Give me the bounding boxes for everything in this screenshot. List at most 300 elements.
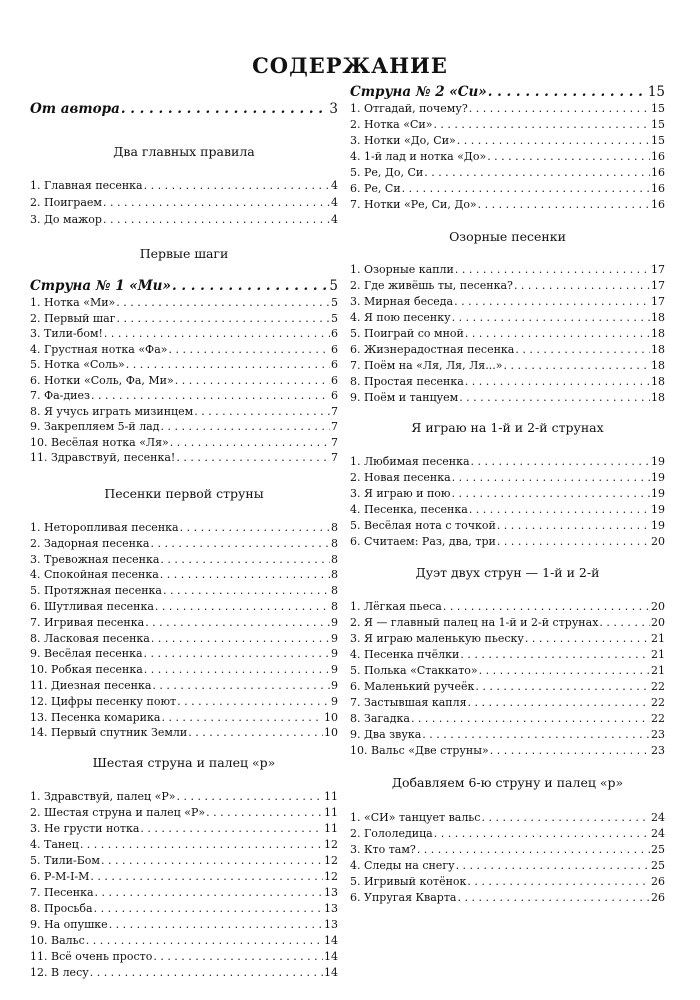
- toc-entry-title: 6. Упругая Кварта: [350, 891, 457, 904]
- toc-entry-title: 8. Загадка: [350, 712, 410, 725]
- toc-page-number: 12: [324, 838, 338, 851]
- toc-page-number: 14: [324, 950, 338, 963]
- toc-entry[interactable]: [350, 181, 665, 197]
- toc-entry-title: 3. Тревожная песенка: [30, 552, 160, 566]
- toc-page-number: 16: [651, 166, 665, 179]
- toc-entry[interactable]: [350, 599, 665, 615]
- toc-page-number: 20: [651, 600, 665, 613]
- toc-entry[interactable]: [30, 326, 338, 342]
- dot-leader: [91, 388, 330, 404]
- dot-leader: [150, 536, 330, 552]
- section-heading: Шестая струна и палец «р»: [92, 755, 276, 770]
- toc-entry[interactable]: [30, 805, 338, 821]
- toc-entry[interactable]: [350, 117, 665, 133]
- toc-entry-title: 1. Отгадай, почему?: [350, 102, 468, 115]
- toc-entry[interactable]: [30, 678, 338, 694]
- dot-leader: [468, 695, 650, 711]
- dot-leader: [177, 694, 330, 710]
- toc-entry-title: 11. Здравствуй, песенка!: [30, 451, 176, 464]
- toc-page-number: 19: [651, 519, 665, 532]
- toc-entry-title: 9. Поём и танцуем: [350, 391, 459, 404]
- toc-entry[interactable]: [30, 419, 338, 435]
- toc-entry-title: 2. Задорная песенка: [30, 536, 150, 550]
- toc-page-number: 18: [651, 391, 665, 404]
- dot-leader: [161, 419, 330, 435]
- toc-entry-title: 3. Я играю и пою: [350, 487, 451, 500]
- toc-page-number: 13: [324, 918, 338, 931]
- page-title: СОДЕРЖАНИЕ: [252, 53, 448, 78]
- toc-page-number: 21: [651, 664, 665, 677]
- toc-entry[interactable]: [30, 583, 338, 599]
- dot-leader: [422, 727, 650, 743]
- toc-entry[interactable]: [350, 486, 665, 502]
- toc-entry-title: Струна № 1 «Ми»: [30, 278, 171, 294]
- dot-leader: [452, 470, 650, 486]
- toc-page-number: 18: [651, 375, 665, 388]
- dot-leader: [497, 518, 650, 534]
- dot-leader: [145, 615, 330, 631]
- dot-leader: [153, 949, 323, 965]
- dot-leader: [194, 404, 330, 420]
- toc-page-number: 7: [331, 420, 338, 433]
- dot-leader: [170, 435, 330, 451]
- toc-entry[interactable]: [350, 874, 665, 890]
- toc-entry-title: 7. Игривая песенка: [30, 615, 145, 629]
- toc-page-number: 18: [651, 327, 665, 340]
- toc-entry-title: 2. Нотка «Си»: [350, 118, 433, 131]
- toc-entry-title: 2. Новая песенка: [350, 471, 451, 484]
- toc-page-number: 17: [651, 295, 665, 308]
- toc-page-number: 6: [331, 342, 338, 356]
- toc-page-number: 5: [331, 296, 338, 309]
- toc-page-number: 14: [324, 966, 338, 979]
- toc-entry[interactable]: [350, 518, 665, 534]
- dot-leader: [160, 552, 330, 568]
- toc-entry-title: 7. Песенка: [30, 886, 94, 899]
- toc-page-number: 10: [324, 710, 338, 724]
- dot-leader: [109, 917, 323, 933]
- toc-page-number: 21: [651, 632, 665, 645]
- dot-leader: [411, 711, 650, 727]
- toc-entry[interactable]: [350, 663, 665, 679]
- toc-entry[interactable]: [30, 373, 338, 389]
- dot-leader: [121, 100, 329, 118]
- section-first-string: [30, 485, 338, 741]
- toc-entry-title: 3. Тили-бом!: [30, 327, 103, 340]
- toc-entry-title: 2. Шестая струна и палец «Р»: [30, 806, 206, 819]
- toc-entry-title: 6. Р-М-I-М: [30, 870, 90, 883]
- toc-entry[interactable]: [30, 646, 338, 662]
- toc-entry[interactable]: [30, 885, 338, 901]
- toc-page-number: 8: [331, 568, 338, 582]
- toc-entry[interactable]: [350, 534, 665, 550]
- dot-leader: [90, 869, 323, 885]
- toc-entry-title: 2. Первый шаг: [30, 311, 116, 325]
- toc-entry[interactable]: [350, 326, 665, 342]
- toc-entry[interactable]: [30, 194, 338, 211]
- toc-entry-title: 4. 1-й лад и нотка «До»: [350, 150, 487, 163]
- toc-entry[interactable]: [30, 821, 338, 837]
- dot-leader: [478, 197, 650, 213]
- toc-entry-title: 9. Весёлая песенка: [30, 647, 143, 661]
- toc-entry[interactable]: [30, 710, 338, 726]
- toc-entry[interactable]: [350, 890, 665, 906]
- toc-entry-title: 9. На опушке: [30, 918, 108, 931]
- toc-entry[interactable]: [30, 357, 338, 373]
- dot-leader: [487, 149, 650, 165]
- toc-entry-title: 2. Где живёшь ты, песенка?: [350, 279, 513, 292]
- section-play-strings-1-2: [350, 419, 665, 550]
- toc-entry-title: 3. Я играю маленькую пьеску: [350, 632, 524, 645]
- toc-entry[interactable]: [350, 294, 665, 310]
- toc-entry[interactable]: [30, 949, 338, 965]
- toc-entry-title: 8. Просьба: [30, 902, 93, 915]
- toc-page-number: 26: [651, 891, 665, 904]
- dot-leader: [144, 177, 330, 194]
- dot-leader: [455, 262, 650, 278]
- toc-page-number: 21: [651, 648, 665, 661]
- section-add-6th-string: [350, 774, 665, 906]
- toc-entry-title: 7. Нотки «Ре, Си, До»: [350, 198, 477, 211]
- toc-entry[interactable]: [350, 858, 665, 874]
- toc-page-number: 13: [324, 902, 338, 915]
- toc-page-number: 16: [651, 182, 665, 195]
- dot-leader: [140, 821, 323, 837]
- dot-leader: [163, 583, 330, 599]
- dot-leader: [80, 837, 323, 853]
- dot-leader: [168, 342, 330, 358]
- toc-page-number: 8: [331, 584, 338, 598]
- toc-entry-title: 1. Любимая песенка: [350, 455, 470, 468]
- dot-leader: [479, 663, 650, 679]
- toc-page-number: 25: [651, 843, 665, 856]
- toc-entry[interactable]: [30, 435, 338, 451]
- toc-entry[interactable]: [30, 211, 338, 228]
- section-heading: Песенки первой струны: [104, 486, 264, 501]
- section-heading: Дуэт двух струн — 1-й и 2-й: [415, 565, 600, 580]
- toc-entry-title: 2. Поиграем: [30, 196, 102, 209]
- toc-page-number: 9: [331, 647, 338, 661]
- toc-entry[interactable]: [30, 901, 338, 917]
- toc-entry-title: 10. Вальс: [30, 934, 85, 947]
- toc-page-number: 22: [651, 696, 665, 709]
- section-playful-songs: [350, 228, 665, 406]
- toc-entry[interactable]: [30, 295, 338, 311]
- toc-entry-title: 5. Игривый котёнок: [350, 875, 467, 888]
- toc-page-number: 11: [324, 822, 338, 835]
- dot-leader: [497, 534, 650, 550]
- toc-major-entry[interactable]: [30, 100, 338, 118]
- toc-entry[interactable]: [350, 727, 665, 743]
- toc-entry[interactable]: [30, 342, 338, 358]
- toc-entry[interactable]: [30, 615, 338, 631]
- toc-entry[interactable]: [350, 133, 665, 149]
- toc-entry-title: 4. Песенка пчёлки: [350, 648, 460, 661]
- toc-page-number: 23: [651, 744, 665, 757]
- toc-entry[interactable]: [30, 536, 338, 552]
- dot-leader: [457, 133, 650, 149]
- dot-leader: [514, 278, 650, 294]
- toc-page-number: 4: [331, 179, 338, 192]
- toc-entry-title: Струна № 2 «Си»: [350, 84, 487, 100]
- toc-page-number: 19: [651, 471, 665, 484]
- toc-entry-title: 12. Цифры песенку поют: [30, 694, 177, 708]
- section-sixth-string: [30, 754, 338, 981]
- toc-page-number: 24: [651, 811, 665, 824]
- dot-leader: [434, 826, 650, 842]
- toc-page-number: 9: [331, 694, 338, 708]
- dot-leader: [103, 211, 330, 228]
- toc-page-number: 8: [331, 521, 338, 534]
- toc-entry-title: 4. Грустная нотка «Фа»: [30, 342, 168, 356]
- dot-leader: [433, 117, 650, 133]
- toc-page-number: 19: [651, 487, 665, 500]
- toc-entry[interactable]: [30, 837, 338, 853]
- toc-page-number: 6: [331, 389, 338, 402]
- toc-page-number: 16: [651, 198, 665, 211]
- toc-entry[interactable]: [30, 450, 338, 466]
- dot-leader: [456, 858, 650, 874]
- toc-page-number: 3: [329, 101, 338, 117]
- dot-leader: [103, 194, 330, 211]
- dot-leader: [417, 842, 650, 858]
- toc-entry-title: 1. Нотка «Ми»: [30, 296, 116, 309]
- dot-leader: [465, 326, 650, 342]
- toc-page-number: 8: [331, 536, 338, 550]
- toc-entry-title: 2. Гололедица: [350, 827, 433, 840]
- toc-page-number: 26: [651, 875, 665, 888]
- toc-entry[interactable]: [30, 853, 338, 869]
- toc-entry[interactable]: [350, 342, 665, 358]
- toc-entry[interactable]: [350, 711, 665, 727]
- toc-entry[interactable]: [350, 647, 665, 663]
- toc-entry-title: 1. Главная песенка: [30, 179, 143, 192]
- toc-entry-title: 7. Застывшая капля: [350, 696, 467, 709]
- toc-entry-title: 3. До мажор: [30, 213, 102, 226]
- section-heading: Озорные песенки: [449, 229, 566, 244]
- dot-leader: [467, 874, 650, 890]
- toc-page-number: 18: [651, 311, 665, 324]
- toc-entry[interactable]: [350, 826, 665, 842]
- toc-entry[interactable]: [350, 101, 665, 117]
- toc-entry[interactable]: [30, 662, 338, 678]
- toc-entry[interactable]: [350, 278, 665, 294]
- toc-entry-title: 1. «СИ» танцует вальс: [350, 811, 481, 824]
- toc-page-number: 8: [331, 599, 338, 613]
- toc-entry[interactable]: [350, 390, 665, 406]
- dot-leader: [176, 450, 330, 466]
- dot-leader: [402, 181, 650, 197]
- toc-entry-title: 5. Полька «Стаккато»: [350, 664, 478, 677]
- toc-entry[interactable]: [350, 165, 665, 181]
- dot-leader: [144, 662, 330, 678]
- toc-entry[interactable]: [350, 679, 665, 695]
- toc-entry-title: 2. Я — главный палец на 1-й и 2-й струнах: [350, 616, 599, 629]
- dot-leader: [452, 310, 650, 326]
- dot-leader: [144, 646, 330, 662]
- toc-page-number: 5: [331, 311, 338, 325]
- dot-leader: [90, 965, 323, 981]
- toc-entry-title: 5. Весёлая нота с точкой: [350, 519, 496, 532]
- toc-page-number: 12: [324, 870, 338, 883]
- toc-entry-title: 6. Маленький ручеёк: [350, 680, 475, 693]
- section-heading: Добавляем 6-ю струну и палец «р»: [391, 775, 624, 790]
- toc-entry-title: 5. Протяжная песенка: [30, 584, 162, 598]
- toc-entry[interactable]: [30, 965, 338, 981]
- toc-entry-title: 4. Песенка, песенка: [350, 503, 468, 516]
- dot-leader: [469, 101, 650, 117]
- section-string-2: [350, 83, 665, 213]
- toc-page-number: 4: [331, 196, 338, 209]
- toc-entry-title: 1. Неторопливая песенка: [30, 521, 179, 534]
- section-heading: Я играю на 1-й и 2-й струнах: [411, 420, 604, 435]
- toc-entry[interactable]: [30, 388, 338, 404]
- toc-entry[interactable]: [350, 743, 665, 759]
- toc-page-number: 15: [651, 118, 665, 131]
- toc-entry[interactable]: [350, 810, 665, 826]
- toc-entry-title: От автора: [30, 101, 120, 117]
- toc-entry[interactable]: [350, 197, 665, 213]
- toc-page-number: 6: [331, 327, 338, 340]
- toc-major-entry[interactable]: [350, 83, 665, 101]
- toc-entry[interactable]: [30, 599, 338, 615]
- toc-entry[interactable]: [350, 310, 665, 326]
- toc-entry[interactable]: [30, 631, 338, 647]
- toc-page-number: 9: [331, 678, 338, 692]
- toc-entry[interactable]: [30, 694, 338, 710]
- toc-entry[interactable]: [30, 311, 338, 327]
- toc-entry[interactable]: [30, 789, 338, 805]
- dot-leader: [460, 647, 650, 663]
- toc-page-number: 20: [651, 535, 665, 548]
- toc-entry-title: 3. Мирная беседа: [350, 295, 454, 308]
- section-heading: Первые шаги: [139, 246, 229, 261]
- toc-page-number: 6: [331, 358, 338, 371]
- toc-page-number: 8: [331, 552, 338, 566]
- dot-leader: [525, 631, 650, 647]
- toc-entry[interactable]: [350, 631, 665, 647]
- toc-entry-title: 6. Нотки «Соль, Фа, Ми»: [30, 373, 174, 387]
- toc-entry[interactable]: [30, 520, 338, 536]
- toc-page-number: 7: [331, 404, 338, 418]
- toc-page-number: 9: [331, 615, 338, 629]
- dot-leader: [101, 853, 323, 869]
- toc-page-number: 22: [651, 680, 665, 693]
- toc-page-number: 6: [331, 373, 338, 387]
- toc-entry[interactable]: [30, 567, 338, 583]
- toc-page-number: 25: [651, 859, 665, 872]
- toc-entry-title: 5. Поиграй со мной: [350, 327, 464, 340]
- toc-entry[interactable]: [30, 933, 338, 949]
- toc-entry-title: 6. Ре, Си: [350, 182, 401, 195]
- toc-entry[interactable]: [350, 842, 665, 858]
- toc-entry[interactable]: [30, 404, 338, 420]
- dot-leader: [151, 631, 330, 647]
- dot-leader: [459, 390, 650, 406]
- dot-leader: [180, 520, 330, 536]
- toc-entry-title: 5. Тили-Бом: [30, 854, 100, 867]
- dot-leader: [188, 725, 323, 741]
- toc-page-number: 14: [324, 934, 338, 947]
- toc-entry[interactable]: [350, 695, 665, 711]
- dot-leader: [599, 615, 650, 631]
- dot-leader: [465, 374, 650, 390]
- toc-entry-title: 14. Первый спутник Земли: [30, 726, 188, 740]
- toc-entry-title: 4. Я пою песенку: [350, 311, 451, 324]
- toc-entry-title: 7. Фа-диез: [30, 389, 91, 402]
- toc-entry[interactable]: [350, 615, 665, 631]
- toc-page-number: 12: [324, 854, 338, 867]
- toc-entry[interactable]: [30, 177, 338, 194]
- toc-page-number: 15: [647, 84, 665, 100]
- toc-page-number: 9: [331, 663, 338, 677]
- toc-entry-title: 8. Простая песенка: [350, 375, 464, 388]
- dot-leader: [176, 789, 323, 805]
- toc-entry[interactable]: [350, 502, 665, 518]
- toc-entry-title: 6. Шутливая песенка: [30, 599, 154, 613]
- toc-entry-title: 3. Кто там?: [350, 843, 416, 856]
- toc-page-number: 18: [651, 343, 665, 356]
- toc-entry-title: 6. Жизнерадостная песенка: [350, 343, 515, 356]
- dot-leader: [490, 743, 650, 759]
- toc-entry[interactable]: [30, 917, 338, 933]
- toc-entry-title: 11. Всё очень просто: [30, 950, 153, 963]
- section-first-steps: [30, 245, 338, 466]
- toc-page-number: 16: [651, 150, 665, 163]
- toc-page-number: 23: [651, 728, 665, 741]
- toc-entry-title: 4. Спокойная песенка: [30, 568, 159, 582]
- dot-leader: [503, 358, 650, 374]
- toc-entry[interactable]: [30, 725, 338, 741]
- toc-entry[interactable]: [350, 454, 665, 470]
- toc-page-number: 4: [331, 213, 338, 226]
- toc-page-number: 10: [324, 726, 338, 740]
- dot-leader: [152, 678, 330, 694]
- toc-page-number: 17: [651, 263, 665, 276]
- dot-leader: [160, 567, 330, 583]
- toc-entry-title: 10. Робкая песенка: [30, 663, 143, 677]
- toc-entry[interactable]: [350, 374, 665, 390]
- toc-entry-title: 8. Ласковая песенка: [30, 631, 150, 645]
- dot-leader: [104, 326, 330, 342]
- section-heading: Два главных правила: [113, 144, 255, 159]
- dot-leader: [471, 454, 650, 470]
- toc-entry-title: 1. Озорные капли: [350, 263, 454, 276]
- toc-page-number: 19: [651, 503, 665, 516]
- dot-leader: [458, 890, 651, 906]
- toc-entry[interactable]: [350, 358, 665, 374]
- toc-entry-title: 6. Считаем: Раз, два, три: [350, 535, 496, 548]
- toc-page-number: 15: [651, 102, 665, 115]
- dot-leader: [454, 294, 650, 310]
- toc-entry[interactable]: [350, 470, 665, 486]
- toc-entry-title: 4. Танец: [30, 838, 79, 851]
- toc-page-number: 24: [651, 827, 665, 840]
- dot-leader: [126, 357, 330, 373]
- toc-entry[interactable]: [350, 262, 665, 278]
- toc-entry-title: 9. Закрепляем 5-й лад: [30, 420, 160, 433]
- toc-entry[interactable]: [30, 869, 338, 885]
- toc-page-number: 18: [651, 359, 665, 372]
- toc-entry[interactable]: [30, 552, 338, 568]
- dot-leader: [488, 83, 647, 101]
- section-rules: [30, 143, 338, 228]
- toc-entry-title: 1. Здравствуй, палец «Р»: [30, 790, 176, 803]
- toc-page-number: 13: [324, 886, 338, 899]
- toc-page-number: 20: [651, 616, 665, 629]
- toc-major-entry[interactable]: [30, 277, 338, 295]
- toc-entry[interactable]: [350, 149, 665, 165]
